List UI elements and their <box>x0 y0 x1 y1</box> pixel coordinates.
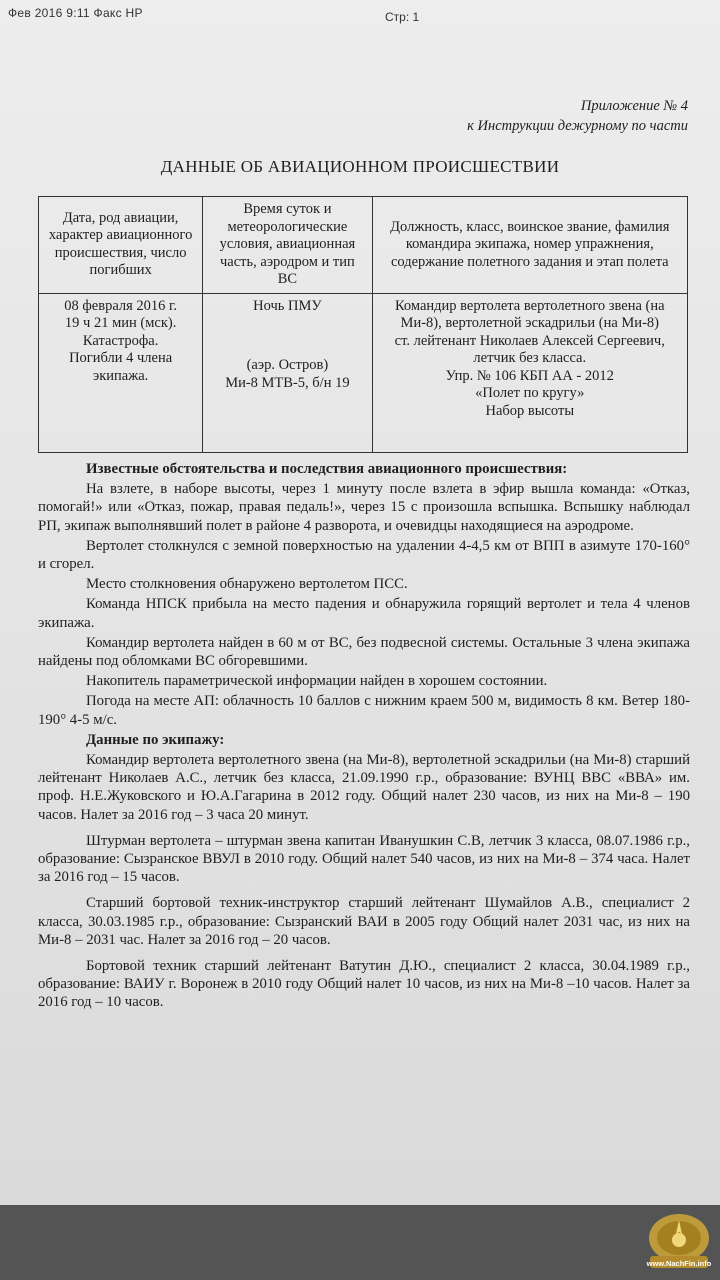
paragraph: На взлете, в наборе высоты, через 1 минуту после взлета в эфир вышла команда: «Отказ, помогай!» или «Отказ, пожар, правая педаль!», через 15 с произошла вспышка. Вспышку наблюдал РП, экипаж выполнявший полет в районе 4 разворота, и очевидцы находящиеся на аэродроме. <box>38 481 690 534</box>
page-number: Стр: 1 <box>385 10 420 24</box>
appendix-reference: к Инструкции дежурному по части <box>467 118 688 134</box>
crew-heading: Данные по экипажу: <box>86 731 225 748</box>
header-commander: Должность, класс, воинское звание, фамилия командира экипажа, номер упражнения, содержание полетного задания и этап полета <box>372 197 687 294</box>
crew-paragraph: Старший бортовой техник-инструктор старший лейтенант Шумайлов А.В., специалист 2 класса, 30.03.1985 г.р., образование: Сызранский ВАИ в 2005 году Общий налет 2031 час, из них на Ми-8 – 2031 час. Налет за 2016 год – 20 часов. <box>38 895 690 948</box>
table-row <box>39 293 688 452</box>
photo-background <box>0 1205 720 1280</box>
cell-conditions: Ночь ПМУ (аэр. Остров) Ми-8 МТВ-5, б/н 19 <box>203 293 372 452</box>
table-header-row <box>39 197 688 294</box>
header-conditions: Время суток и метеорологические условия, авиационная часть, аэродром и тип ВС <box>203 197 372 294</box>
paragraph: Командир вертолета найден в 60 м от ВС, без подвесной системы. Остальные 3 члена экипажа найдены под обломками ВС обгоревшими. <box>38 634 690 670</box>
cell-commander: Командир вертолета вертолетного звена (на Ми-8), вертолетной эскадрильи (на Ми-8) ст. лейтенант Николаев Алексей Сергеевич, летчик без класса. Упр. № 106 КБП АА - 2012 «Полет по кругу» Набор высоты <box>372 293 687 452</box>
incident-table <box>38 196 688 453</box>
paragraph: Накопитель параметрической информации найден в хорошем состоянии. <box>86 673 548 690</box>
crew-paragraph: Командир вертолета вертолетного звена (на Ми-8), вертолетной эскадрильи (на Ми-8) старший лейтенант Николаев А.С., летчик без класса, 21.09.1990 г.р., образование: ВУНЦ ВВС «ВВА» им. проф. Н.Е.Жуковского и Ю.А.Гагарина в 2012 году. Общий налет 230 часов, из них на Ми-8 – 190 часов. Налет за 2016 год – 3 часа 20 минут. <box>38 752 690 823</box>
crew-paragraph: Штурман вертолета – штурман звена капитан Иванушкин С.В, летчик 3 класса, 08.07.1986 г.р., образование: Сызранское ВВУЛ в 2010 году. Общий налет 540 часов, из них на Ми-8 – 374 часа. Налет за 2016 год – 15 часов. <box>38 832 690 886</box>
document-body <box>38 460 690 1014</box>
appendix-note <box>467 96 688 136</box>
crew-paragraph: Бортовой техник старший лейтенант Ватутин Д.Ю., специалист 2 класса, 30.04.1989 г.р., образование: ВАИУ г. Воронеж в 2010 году Общий налет 10 часов, из них на Ми-8 –10 часов. Налет за 2016 год – 10 часов. <box>38 958 690 1011</box>
appendix-number: Приложение № 4 <box>580 98 688 114</box>
header-date: Дата, род авиации, характер авиационного происшествия, число погибших <box>39 197 203 294</box>
cell-date: 08 февраля 2016 г. 19 ч 21 мин (мск). Катастрофа. Погибли 4 члена экипажа. <box>39 293 203 452</box>
circumstances-heading: Известные обстоятельства и последствия авиационного происшествия: <box>86 461 568 477</box>
fax-header: Фев 2016 9:11 Факс HP <box>8 6 143 20</box>
paragraph: Вертолет столкнулся с земной поверхностью на удалении 4-4,5 км от ВПП в азимуте 170-160° и сгорел. <box>38 537 690 573</box>
paragraph: Место столкновения обнаружено вертолетом ПСС. <box>86 576 408 593</box>
watermark-text: www.NachFin.info <box>646 1259 712 1268</box>
paragraph: Команда НПСК прибыла на место падения и обнаружила горящий вертолет и тела 4 членов экипажа. <box>38 596 690 631</box>
document-title: ДАННЫЕ ОБ АВИАЦИОННОМ ПРОИСШЕСТВИИ <box>160 157 560 176</box>
paragraph: Погода на месте АП: облачность 10 баллов с нижним краем 500 м, видимость 8 км. Ветер 180-190° 4-5 м/с. <box>38 693 690 728</box>
